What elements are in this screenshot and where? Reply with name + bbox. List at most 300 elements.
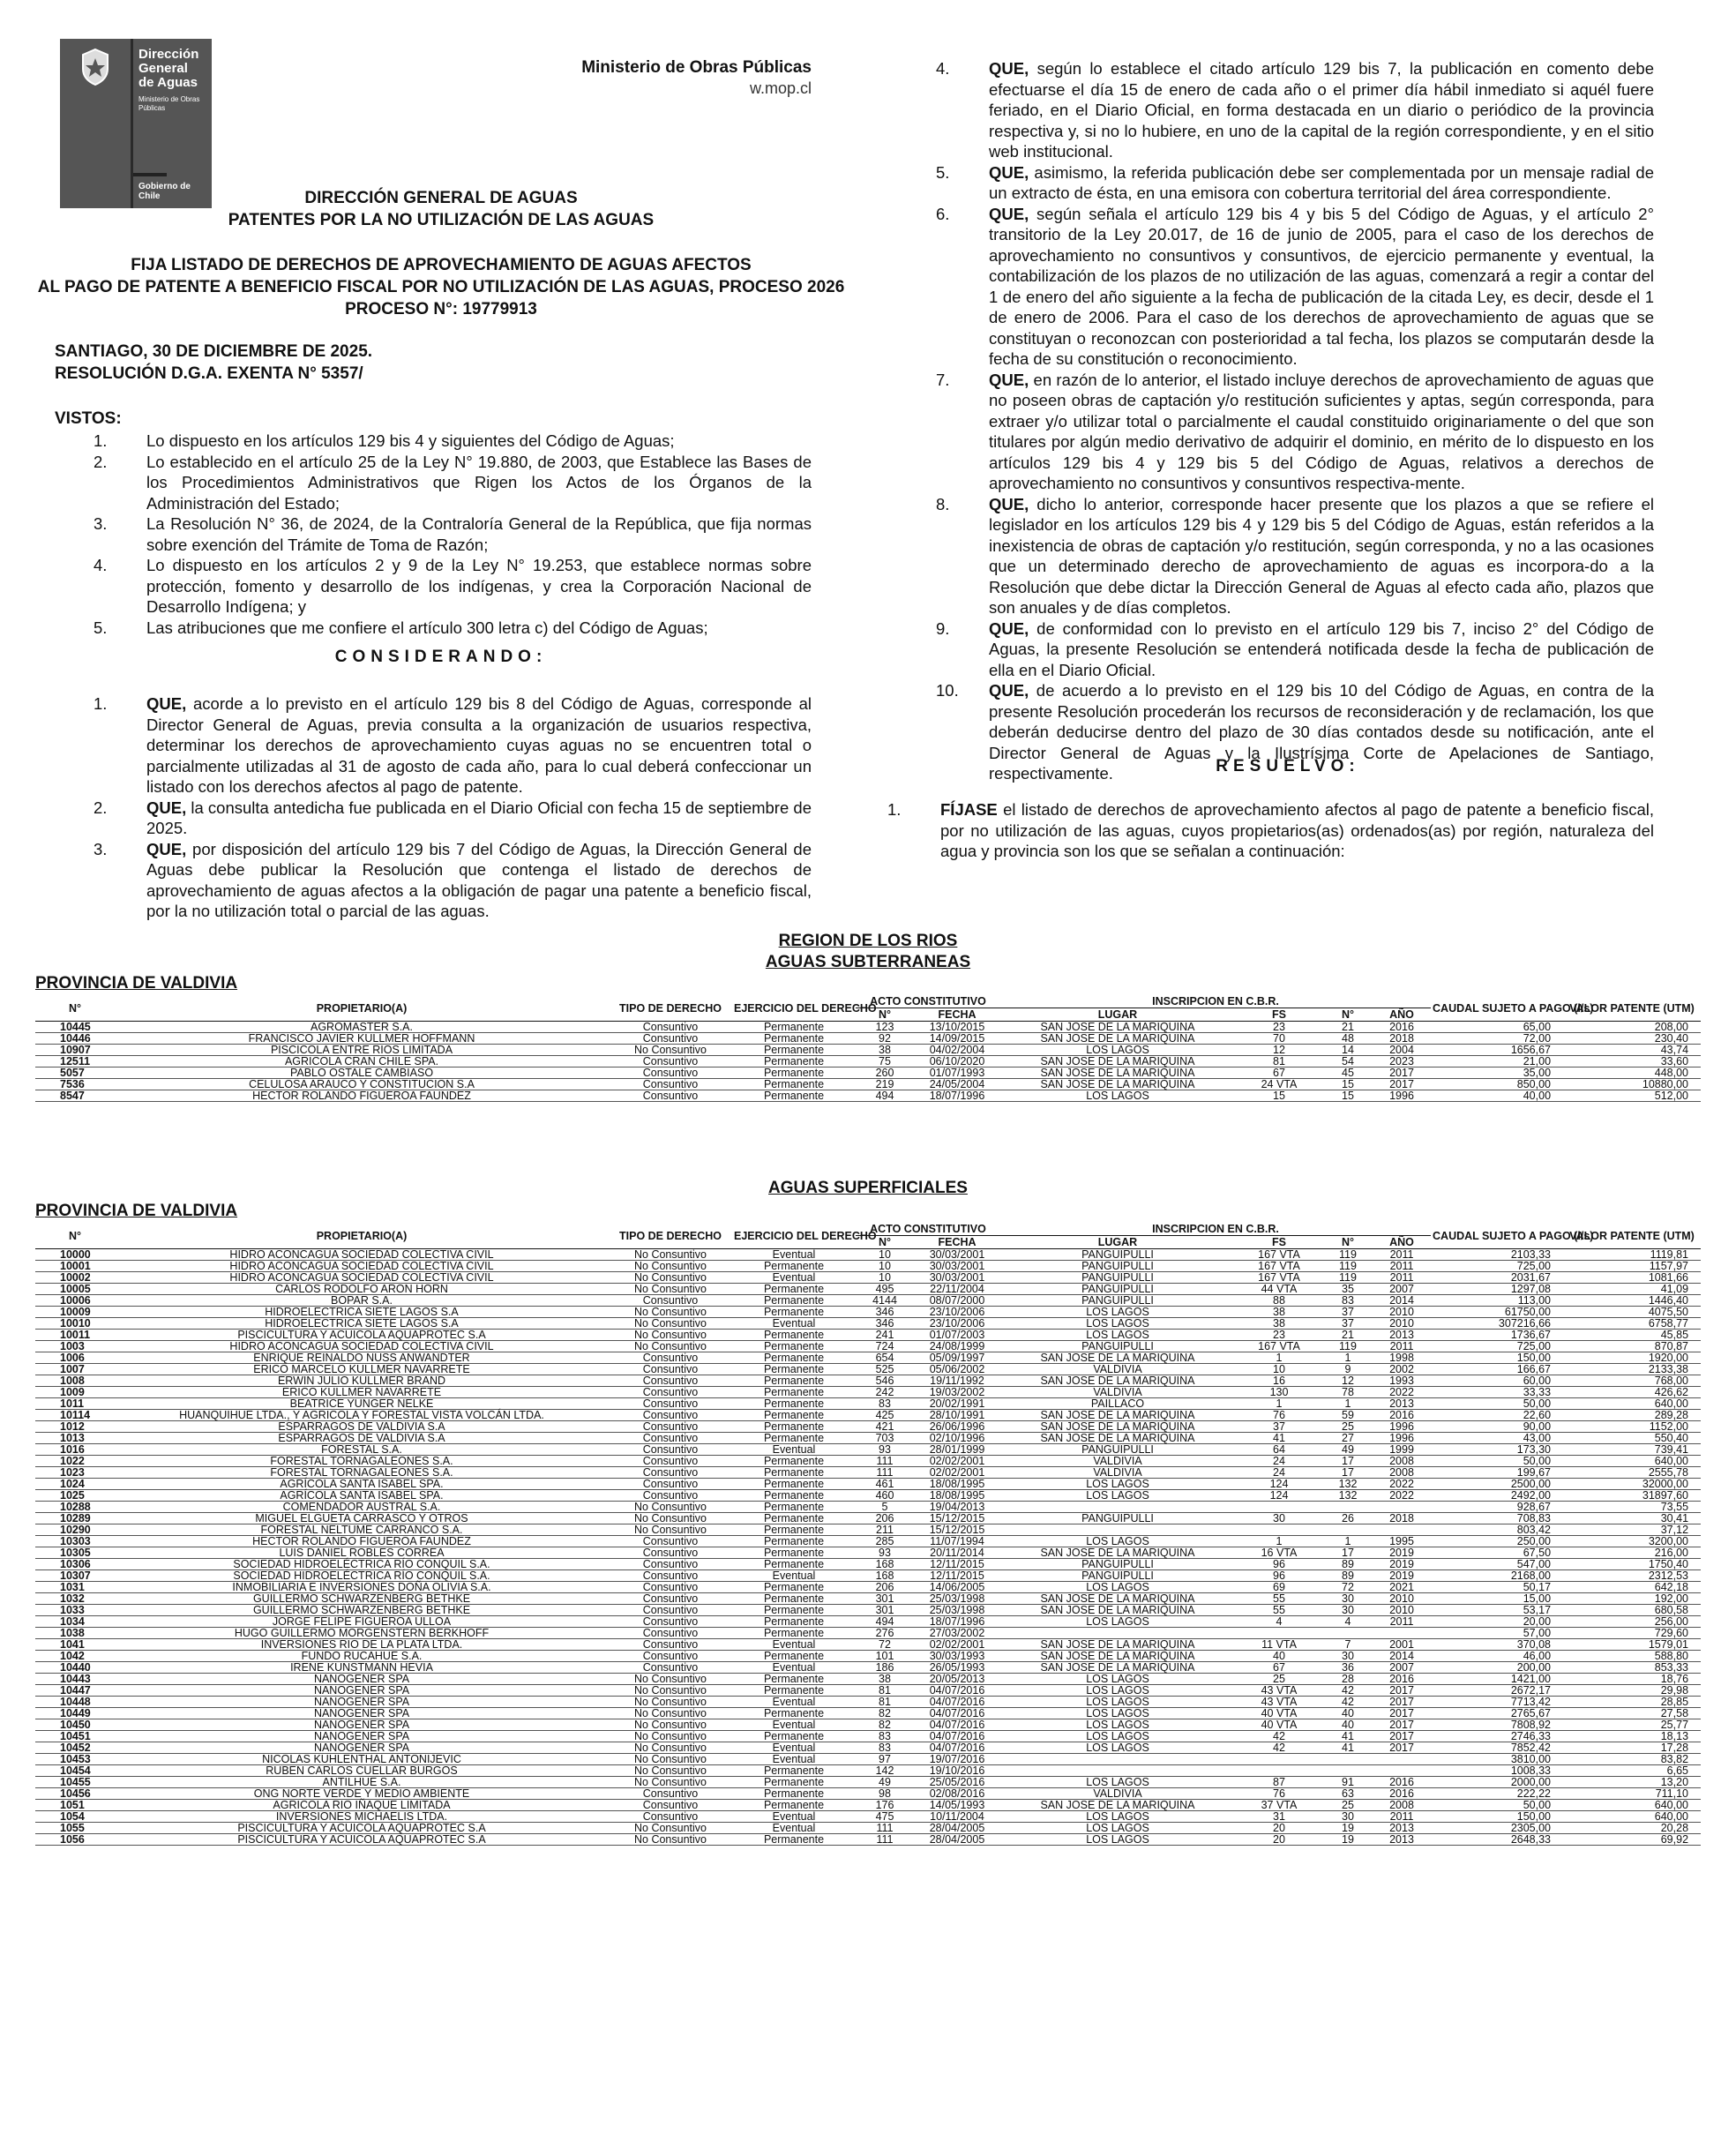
table-cell: 20 xyxy=(1235,1834,1323,1846)
table-cell: 640,00 xyxy=(1563,1800,1701,1811)
table-row xyxy=(35,1800,1701,1811)
table-cell: 81 xyxy=(856,1697,914,1708)
table-cell: LOS LAGOS xyxy=(1000,1479,1235,1490)
table-cell: 230,40 xyxy=(1563,1033,1701,1045)
table-cell: 33,33 xyxy=(1431,1387,1563,1398)
table-cell: 93 xyxy=(856,1547,914,1559)
table-cell: 17 xyxy=(1323,1547,1373,1559)
table-row xyxy=(35,1421,1701,1433)
table-cell: 05/06/2002 xyxy=(914,1364,1000,1375)
table-cell: 45,85 xyxy=(1563,1330,1701,1341)
table-cell: 1579,01 xyxy=(1563,1639,1701,1651)
table-cell: No Consuntivo xyxy=(609,1524,732,1536)
ministry-header xyxy=(529,58,812,98)
table-cell: PANGUIPULLI xyxy=(1000,1341,1235,1352)
table-cell: 222,22 xyxy=(1431,1788,1563,1800)
table-cell: 2555,78 xyxy=(1563,1467,1701,1479)
table-cell: 11/07/1994 xyxy=(914,1536,1000,1547)
website-link[interactable]: w.mop.cl xyxy=(749,79,812,97)
table-cell: 208,00 xyxy=(1563,1022,1701,1033)
table-cell: Permanente xyxy=(732,1800,856,1811)
table-cell: Consuntivo xyxy=(609,1800,732,1811)
table-cell: 18/08/1995 xyxy=(914,1479,1000,1490)
table-cell: 10306 xyxy=(35,1559,115,1570)
table-cell: No Consuntivo xyxy=(609,1697,732,1708)
table-row xyxy=(35,1352,1701,1364)
table-cell: Permanente xyxy=(732,1490,856,1502)
table-cell: Consuntivo xyxy=(609,1605,732,1616)
table-cell: 10288 xyxy=(35,1502,115,1513)
table-cell: 24 xyxy=(1235,1456,1323,1467)
table-cell: 10303 xyxy=(35,1536,115,1547)
table-cell: 1920,00 xyxy=(1563,1352,1701,1364)
table-cell: Permanente xyxy=(732,1022,856,1033)
table-cell: 10305 xyxy=(35,1547,115,1559)
table-cell: 30,41 xyxy=(1563,1513,1701,1524)
table-cell: 301 xyxy=(856,1593,914,1605)
item-text: FÍJASE el listado de derechos de aprovechamiento afectos al pago de patente a beneficio fiscal, por no utilización de las aguas, cuyos propietarios(as) ordenados(as) por región, naturaleza del agua y provincia son los que se señalan a continuación: xyxy=(940,800,1654,860)
table-cell: FRANCISCO JAVIER KULLMER HOFFMANN xyxy=(115,1033,609,1045)
table-row xyxy=(35,1777,1701,1788)
table-cell: CARLOS RODOLFO ARON HORN xyxy=(115,1284,609,1295)
table-cell: 3810,00 xyxy=(1431,1754,1563,1765)
table-cell: 29,98 xyxy=(1563,1685,1701,1697)
table-cell: 2021 xyxy=(1373,1582,1431,1593)
table-cell: LOS LAGOS xyxy=(1000,1330,1235,1341)
table-cell: Permanente xyxy=(732,1295,856,1307)
table-row xyxy=(35,1341,1701,1352)
table-cell: 60,00 xyxy=(1431,1375,1563,1387)
table-cell: 2011 xyxy=(1373,1341,1431,1352)
table-cell: No Consuntivo xyxy=(609,1318,732,1330)
table-cell: HUANQUIHUE LTDA., Y AGRICOLA Y FORESTAL VISTA VOLCÁN LTDA. xyxy=(115,1410,609,1421)
table-cell: No Consuntivo xyxy=(609,1330,732,1341)
table-cell: 4075,50 xyxy=(1563,1307,1701,1318)
col-header-fs: FS xyxy=(1235,1008,1323,1022)
table-cell: 1042 xyxy=(35,1651,115,1662)
item-keyword: FÍJASE xyxy=(940,800,998,819)
table-cell: LOS LAGOS xyxy=(1000,1536,1235,1547)
table-cell: Consuntivo xyxy=(609,1639,732,1651)
table-cell xyxy=(1000,1628,1235,1639)
table-cell: 166,67 xyxy=(1431,1364,1563,1375)
table-cell: No Consuntivo xyxy=(609,1249,732,1261)
table-cell: AGRICOLA RIO IÑAQUE LIMITADA xyxy=(115,1800,609,1811)
table-row xyxy=(35,1674,1701,1685)
table-cell: HECTOR ROLANDO FIGUEROA FAUNDEZ xyxy=(115,1536,609,1547)
table-cell: Permanente xyxy=(732,1674,856,1685)
table-cell: 59 xyxy=(1323,1410,1373,1421)
table-cell: 45 xyxy=(1323,1068,1373,1079)
table-cell: HIDRO ACONCAGUA SOCIEDAD COLECTIVA CIVIL xyxy=(115,1272,609,1284)
logo-title: Dirección General de Aguas xyxy=(138,47,199,90)
table-cell: 1119,81 xyxy=(1563,1249,1701,1261)
table-cell: 05/09/1997 xyxy=(914,1352,1000,1364)
table-cell: Consuntivo xyxy=(609,1593,732,1605)
table-cell: 654 xyxy=(856,1352,914,1364)
table-cell: 10000 xyxy=(35,1249,115,1261)
table-cell: 853,33 xyxy=(1563,1662,1701,1674)
table-cell: 37 xyxy=(1235,1421,1323,1433)
table-row xyxy=(35,1261,1701,1272)
table-cell: 1995 xyxy=(1373,1536,1431,1547)
table-row xyxy=(35,1811,1701,1823)
table-cell: 43 VTA xyxy=(1235,1697,1323,1708)
table-cell: Permanente xyxy=(732,1708,856,1719)
table-cell: 35,00 xyxy=(1431,1068,1563,1079)
item-number: 6. xyxy=(936,204,950,223)
table-cell: LOS LAGOS xyxy=(1000,1045,1235,1056)
table-cell: 04/07/2016 xyxy=(914,1697,1000,1708)
table-row xyxy=(35,1547,1701,1559)
table-cell: 512,00 xyxy=(1563,1090,1701,1102)
table-cell: 14/06/2005 xyxy=(914,1582,1000,1593)
col-header-fecha: FECHA xyxy=(914,1008,1000,1022)
table-cell: 48 xyxy=(1323,1033,1373,1045)
table-cell: 2500,00 xyxy=(1431,1479,1563,1490)
table-cell: LOS LAGOS xyxy=(1000,1318,1235,1330)
table-cell: Eventual xyxy=(732,1697,856,1708)
table-cell: 285 xyxy=(856,1536,914,1547)
table-cell: SAN JOSE DE LA MARIQUINA xyxy=(1000,1033,1235,1045)
table-cell: 2010 xyxy=(1373,1318,1431,1330)
table-cell: Consuntivo xyxy=(609,1628,732,1639)
table-cell: 10290 xyxy=(35,1524,115,1536)
table-cell: 7713,42 xyxy=(1431,1697,1563,1708)
table-cell xyxy=(1373,1765,1431,1777)
col-header-n: N° xyxy=(35,995,115,1022)
table-cell: ONG NORTE VERDE Y MEDIO AMBIENTE xyxy=(115,1788,609,1800)
table-cell: 2013 xyxy=(1373,1834,1431,1846)
item-text: QUE, de acuerdo a lo previsto en el 129 bis 10 del Código de Aguas, en contra de la presente Resolución procederán los recursos de reconsideración y de reclamación, los que deberán deducirse dentro del plazo de 30 días contados desde su notificación, ante el Director General de Aguas y la Ilustrísima Corte de Apelaciones de Santiago, respectivamente. xyxy=(989,681,1654,783)
table-cell: Consuntivo xyxy=(609,1398,732,1410)
table-cell: Permanente xyxy=(732,1524,856,1536)
table-cell: Permanente xyxy=(732,1502,856,1513)
table-cell: 4 xyxy=(1235,1616,1323,1628)
table-cell: 40 VTA xyxy=(1235,1708,1323,1719)
table-cell: 10446 xyxy=(35,1033,115,1045)
table-cell: LOS LAGOS xyxy=(1000,1811,1235,1823)
table-cell: 1736,67 xyxy=(1431,1330,1563,1341)
table-row xyxy=(35,1307,1701,1318)
table-cell: 25 xyxy=(1323,1800,1373,1811)
table-cell: 32000,00 xyxy=(1563,1479,1701,1490)
table-cell: 1 xyxy=(1323,1536,1373,1547)
table-cell: 206 xyxy=(856,1582,914,1593)
considerando-item-3 xyxy=(88,839,812,922)
table-cell: GUILLERMO SCHWARZENBERG BETHKE xyxy=(115,1593,609,1605)
table-cell: 2007 xyxy=(1373,1662,1431,1674)
table-cell: 02/02/2001 xyxy=(914,1639,1000,1651)
table-cell: 132 xyxy=(1323,1490,1373,1502)
table-cell: 72,00 xyxy=(1431,1033,1563,1045)
col-header-acto: ACTO CONSTITUTIVO xyxy=(856,1223,1000,1236)
table-cell: 132 xyxy=(1323,1479,1373,1490)
table-cell: Eventual xyxy=(732,1570,856,1582)
table-cell: 2017 xyxy=(1373,1731,1431,1742)
vistos-list xyxy=(88,431,812,638)
table-cell: LOS LAGOS xyxy=(1000,1777,1235,1788)
table-cell: 40 VTA xyxy=(1235,1719,1323,1731)
table-cell: Consuntivo xyxy=(609,1479,732,1490)
table-cell: ANTILHUE S.A. xyxy=(115,1777,609,1788)
table-cell: 93 xyxy=(856,1444,914,1456)
table-row xyxy=(35,1582,1701,1593)
table-row xyxy=(35,1834,1701,1846)
table-cell: ESPARRAGOS DE VALDIVIA S.A xyxy=(115,1433,609,1444)
table-cell: 1022 xyxy=(35,1456,115,1467)
table-cell xyxy=(1323,1628,1373,1639)
table-cell: AGRÍCOLA SANTA ISABEL SPA. xyxy=(115,1479,609,1490)
table-cell: 1038 xyxy=(35,1628,115,1639)
table-cell: LOS LAGOS xyxy=(1000,1719,1235,1731)
table-cell: No Consuntivo xyxy=(609,1742,732,1754)
table-cell: 20 xyxy=(1235,1823,1323,1834)
table-cell: 307216,66 xyxy=(1431,1318,1563,1330)
table-cell: 301 xyxy=(856,1605,914,1616)
table-cell: 550,40 xyxy=(1563,1433,1701,1444)
province-subterraneas: PROVINCIA DE VALDIVIA xyxy=(35,974,238,993)
table-cell: 01/07/2003 xyxy=(914,1330,1000,1341)
table-cell: Permanente xyxy=(732,1536,856,1547)
table-cell: 2746,33 xyxy=(1431,1731,1563,1742)
table-cell: 46,00 xyxy=(1431,1651,1563,1662)
visto-1 xyxy=(88,431,812,452)
table-cell: 119 xyxy=(1323,1341,1373,1352)
table-cell: 10440 xyxy=(35,1662,115,1674)
item-number: 5. xyxy=(936,162,950,182)
table-cell: Permanente xyxy=(732,1045,856,1056)
table-cell: 2312,53 xyxy=(1563,1570,1701,1582)
table-cell: No Consuntivo xyxy=(609,1823,732,1834)
vistos-heading: VISTOS: xyxy=(55,409,122,428)
table-cell: 2103,33 xyxy=(1431,1249,1563,1261)
table-cell: 101 xyxy=(856,1651,914,1662)
table-cell: 7808,92 xyxy=(1431,1719,1563,1731)
table-row xyxy=(35,1719,1701,1731)
table-cell: No Consuntivo xyxy=(609,1777,732,1788)
table-cell: Permanente xyxy=(732,1410,856,1421)
table-cell: 30 xyxy=(1235,1513,1323,1524)
ministry-name: Ministerio de Obras Públicas xyxy=(581,58,812,77)
table-cell: 211 xyxy=(856,1524,914,1536)
table-cell: 1041 xyxy=(35,1639,115,1651)
table-cell: 76 xyxy=(1235,1788,1323,1800)
table-cell: 1993 xyxy=(1373,1375,1431,1387)
table-cell: 1006 xyxy=(35,1352,115,1364)
table-cell: 2008 xyxy=(1373,1800,1431,1811)
table-cell: BOPAR S.A. xyxy=(115,1295,609,1307)
col-header-exercise: EJERCICIO DEL DERECHO xyxy=(732,995,856,1022)
table-cell: 25 xyxy=(1323,1421,1373,1433)
col-header-type: TIPO DE DERECHO xyxy=(609,995,732,1022)
table-cell: 1157,97 xyxy=(1563,1261,1701,1272)
table-cell: 83 xyxy=(856,1742,914,1754)
table-row xyxy=(35,1570,1701,1582)
table-cell: 725,00 xyxy=(1431,1261,1563,1272)
table-cell: Permanente xyxy=(732,1547,856,1559)
table-cell: 22,60 xyxy=(1431,1410,1563,1421)
table-cell: 173,30 xyxy=(1431,1444,1563,1456)
table-cell: Permanente xyxy=(732,1364,856,1375)
table-cell: HIDRO ACONCAGUA SOCIEDAD COLECTIVA CIVIL xyxy=(115,1249,609,1261)
table-cell: 711,10 xyxy=(1563,1788,1701,1800)
table-cell: 25/03/1998 xyxy=(914,1605,1000,1616)
table-cell: Consuntivo xyxy=(609,1788,732,1800)
col-header-inscripcion: INSCRIPCION EN C.B.R. xyxy=(1000,995,1431,1008)
table-cell: Permanente xyxy=(732,1090,856,1102)
table-cell: 2014 xyxy=(1373,1295,1431,1307)
col-header-exercise: EJERCICIO DEL DERECHO xyxy=(732,1223,856,1249)
col-header-lugar: LUGAR xyxy=(1000,1008,1235,1022)
item-number: 7. xyxy=(936,370,950,389)
table-cell: 26/05/1993 xyxy=(914,1662,1000,1674)
table-cell: 67,50 xyxy=(1431,1547,1563,1559)
table-cell: 10456 xyxy=(35,1788,115,1800)
table-cell: 10443 xyxy=(35,1674,115,1685)
table-cell: 1031 xyxy=(35,1582,115,1593)
item-text: Lo dispuesto en los artículos 129 bis 4 y siguientes del Código de Aguas; xyxy=(146,431,675,450)
table-cell: Eventual xyxy=(732,1249,856,1261)
table-cell: IRENE KUNSTMANN HEVIA xyxy=(115,1662,609,1674)
table-cell: 2168,00 xyxy=(1431,1570,1563,1582)
item-number: 5. xyxy=(94,618,108,637)
table-cell: PANGUIPULLI xyxy=(1000,1295,1235,1307)
table-cell: 12 xyxy=(1235,1045,1323,1056)
table-cell: Permanente xyxy=(732,1593,856,1605)
table-cell: 21,00 xyxy=(1431,1056,1563,1068)
table-cell: 18,76 xyxy=(1563,1674,1701,1685)
table-cell: 119 xyxy=(1323,1272,1373,1284)
table-row xyxy=(35,1513,1701,1524)
table-cell: 1012 xyxy=(35,1421,115,1433)
visto-3 xyxy=(88,513,812,555)
table-cell: Permanente xyxy=(732,1479,856,1490)
item-text: QUE, según lo establece el citado artículo 129 bis 7, la publicación en comento debe efectuarse el día 15 de enero de cada año o el primer día hábil inmediato si aquél fuere feriado, en el Diario Oficial, en forma destacada en un diario o periódico de la provincia respectiva y, si no lo hubiere, en uno de la capital de la región correspondiente, y en el sitio web institucional. xyxy=(989,59,1654,161)
table-cell: SAN JOSE DE LA MARIQUINA xyxy=(1000,1068,1235,1079)
item-keyword: QUE, xyxy=(989,681,1029,700)
table-cell: 1996 xyxy=(1373,1421,1431,1433)
table-cell: 20,28 xyxy=(1563,1823,1701,1834)
table-cell: 90,00 xyxy=(1431,1421,1563,1433)
col-header-owner: PROPIETARIO(A) xyxy=(115,1223,609,1249)
table-cell: 01/07/1993 xyxy=(914,1068,1000,1079)
table-cell: Consuntivo xyxy=(609,1295,732,1307)
table-cell: 2017 xyxy=(1373,1079,1431,1090)
table-cell: No Consuntivo xyxy=(609,1685,732,1697)
table-cell: Permanente xyxy=(732,1433,856,1444)
table-cell: 04/07/2016 xyxy=(914,1719,1000,1731)
table-cell: 06/10/2020 xyxy=(914,1056,1000,1068)
table-cell: SAN JOSE DE LA MARIQUINA xyxy=(1000,1421,1235,1433)
table-cell xyxy=(1235,1502,1323,1513)
table-cell: NANOGENER SPA xyxy=(115,1742,609,1754)
table-cell: 10011 xyxy=(35,1330,115,1341)
table-cell: MIGUEL ELGUETA CARRASCO Y OTROS xyxy=(115,1513,609,1524)
table-cell: 41 xyxy=(1323,1742,1373,1754)
table-cell: ERICO KULLMER NAVARRETE xyxy=(115,1387,609,1398)
table-cell: 346 xyxy=(856,1307,914,1318)
table-cell: 2004 xyxy=(1373,1045,1431,1056)
table-cell: 54 xyxy=(1323,1056,1373,1068)
table-cell: 17 xyxy=(1323,1456,1373,1467)
table-cell: 04/02/2004 xyxy=(914,1045,1000,1056)
table-cell: 30 xyxy=(1323,1651,1373,1662)
table-cell: 2031,67 xyxy=(1431,1272,1563,1284)
table-cell: 803,42 xyxy=(1431,1524,1563,1536)
table-cell: 17 xyxy=(1323,1467,1373,1479)
table-cell: 19/04/2013 xyxy=(914,1502,1000,1513)
table-cell: SOCIEDAD HIDROELÉCTRICA RÍO CONQUIL S.A. xyxy=(115,1570,609,1582)
table-cell: 24/08/1999 xyxy=(914,1341,1000,1352)
table-cell: INVERSIONES MICHAELIS LTDA. xyxy=(115,1811,609,1823)
table-cell: 81 xyxy=(856,1685,914,1697)
table-cell: 30/03/2001 xyxy=(914,1261,1000,1272)
table-cell: LOS LAGOS xyxy=(1000,1685,1235,1697)
table-cell: 640,00 xyxy=(1563,1811,1701,1823)
table-cell: SAN JOSE DE LA MARIQUINA xyxy=(1000,1593,1235,1605)
table-cell: 40,00 xyxy=(1431,1090,1563,1102)
table-cell: 10001 xyxy=(35,1261,115,1272)
table-cell: 27 xyxy=(1323,1433,1373,1444)
col-header-acto: ACTO CONSTITUTIVO xyxy=(856,995,1000,1008)
table-cell: SOCIEDAD HIDROELÉCTRICA RÍO CONQUIL S.A. xyxy=(115,1559,609,1570)
table-cell: 2007 xyxy=(1373,1284,1431,1295)
table-cell: 2011 xyxy=(1373,1616,1431,1628)
table-cell: 81 xyxy=(1235,1056,1323,1068)
table-cell: 70 xyxy=(1235,1033,1323,1045)
table-cell: 50,00 xyxy=(1431,1800,1563,1811)
table-cell: Consuntivo xyxy=(609,1559,732,1570)
table-row xyxy=(35,1375,1701,1387)
table-row xyxy=(35,1056,1701,1068)
table-cell: 461 xyxy=(856,1479,914,1490)
table-cell: 15/12/2015 xyxy=(914,1524,1000,1536)
considerando-left xyxy=(88,693,812,922)
table-row xyxy=(35,1823,1701,1834)
table-cell: HIDRO ACONCAGUA SOCIEDAD COLECTIVA CIVIL xyxy=(115,1261,609,1272)
table-cell: 1011 xyxy=(35,1398,115,1410)
table-cell: 1055 xyxy=(35,1823,115,1834)
table-cell: 14 xyxy=(1323,1045,1373,1056)
table-cell: 2022 xyxy=(1373,1387,1431,1398)
table-cell: 26 xyxy=(1323,1513,1373,1524)
table-cell: SAN JOSE DE LA MARIQUINA xyxy=(1000,1547,1235,1559)
table-cell: 37 xyxy=(1323,1307,1373,1318)
province-superficiales: PROVINCIA DE VALDIVIA xyxy=(35,1202,238,1220)
table-cell: Permanente xyxy=(732,1651,856,1662)
table-cell: 50,00 xyxy=(1431,1456,1563,1467)
table-cell: Permanente xyxy=(732,1582,856,1593)
table-cell: 1750,40 xyxy=(1563,1559,1701,1570)
table-cell: 10447 xyxy=(35,1685,115,1697)
table-cell: 111 xyxy=(856,1467,914,1479)
table-cell: 38 xyxy=(856,1674,914,1685)
table-cell: 9 xyxy=(1323,1364,1373,1375)
table-cell: VALDIVIA xyxy=(1000,1467,1235,1479)
table-cell: 640,00 xyxy=(1563,1456,1701,1467)
table-cell: VALDIVIA xyxy=(1000,1456,1235,1467)
table-cell: No Consuntivo xyxy=(609,1284,732,1295)
table-cell: 6758,77 xyxy=(1563,1318,1701,1330)
table-cell: NICOLAS KUHLENTHAL ANTONIJEVIC xyxy=(115,1754,609,1765)
table-cell: 88 xyxy=(1235,1295,1323,1307)
table-cell: Eventual xyxy=(732,1823,856,1834)
table-cell: 10289 xyxy=(35,1513,115,1524)
table-cell: 30/03/2001 xyxy=(914,1272,1000,1284)
table-cell: 15 xyxy=(1235,1090,1323,1102)
table-cell: 72 xyxy=(1323,1582,1373,1593)
